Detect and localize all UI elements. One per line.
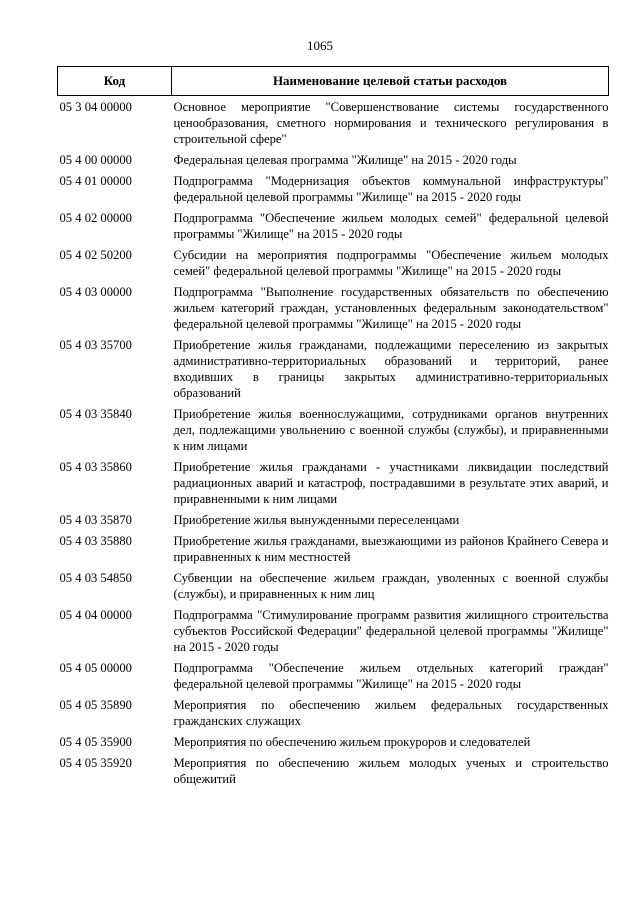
row-code: 05 4 04 00000: [59, 608, 132, 622]
row-name: Подпрограмма "Обеспечение жильем отдельных категорий граждан" федеральной целевой программы "Жилище" на 2015 - 2020 годы: [173, 661, 609, 691]
table-row: [58, 732, 609, 753]
row-code: 05 3 04 00000: [59, 100, 132, 114]
table-row: [58, 282, 609, 335]
header-name: Наименование целевой статьи расходов: [172, 67, 609, 96]
row-code: 05 4 05 35890: [59, 698, 132, 712]
row-name: Приобретение жилья военнослужащими, сотрудниками органов внутренних дел, подлежащими увольнению с военной службы (службы), и приравненными к ним лицами: [173, 407, 609, 453]
table-row: [58, 208, 609, 245]
table-row: [58, 335, 609, 404]
row-name: Подпрограмма "Стимулирование программ развития жилищного строительства субъектов Российской Федерации" федеральной целевой программы "Жилище" на 2015 - 2020 годы: [173, 608, 609, 654]
table-row: [58, 171, 609, 208]
row-code: 05 4 03 35870: [59, 513, 132, 527]
row-name: Субвенции на обеспечение жильем граждан, уволенных с военной службы (службы), и приравненных к ним лиц: [173, 571, 609, 601]
row-name: Субсидии на мероприятия подпрограммы "Обеспечение жильем молодых семей" федеральной целевой программы "Жилище" на 2015 - 2020 годы: [173, 248, 609, 278]
row-name: Подпрограмма "Модернизация объектов коммунальной инфраструктуры" федеральной целевой программы "Жилище" на 2015 - 2020 годы: [173, 174, 609, 204]
table-row: [58, 404, 609, 457]
row-code: 05 4 02 50200: [59, 248, 132, 262]
table-row: [58, 96, 609, 151]
row-name: Приобретение жилья гражданами - участниками ликвидации последствий радиационных аварий и катастроф, пострадавшими в результате этих аварий, и приравненными к ним лицами: [173, 460, 609, 506]
row-name: Подпрограмма "Выполнение государственных обязательств по обеспечению жильем категорий граждан, установленных федеральным законодательством" федеральной целевой программы "Жилище" на 2015 - 2020 годы: [173, 285, 609, 331]
row-code: 05 4 05 35900: [59, 735, 132, 749]
table-row: [58, 568, 609, 605]
row-name: Основное мероприятие "Совершенствование системы государственного ценообразования, сметного нормирования и технического регулирования в строительной сфере": [173, 100, 609, 146]
table-row: [58, 605, 609, 658]
budget-table-container: [57, 66, 608, 790]
row-name: Федеральная целевая программа "Жилище" на 2015 - 2020 годы: [173, 153, 517, 167]
row-name: Мероприятия по обеспечению жильем прокуроров и следователей: [173, 735, 531, 749]
table-header-row: [58, 67, 609, 96]
row-code: 05 4 03 54850: [59, 571, 132, 585]
row-code: 05 4 03 00000: [59, 285, 132, 299]
row-code: 05 4 03 35880: [59, 534, 132, 548]
row-name: Приобретение жилья гражданами, выезжающими из районов Крайнего Севера и приравненных к ним местностей: [173, 534, 609, 564]
row-name: Мероприятия по обеспечению жильем молодых ученых и строительство общежитий: [173, 756, 609, 786]
page-number: 1065: [307, 38, 333, 53]
table-row: [58, 245, 609, 282]
row-code: 05 4 02 00000: [59, 211, 132, 225]
row-name: Мероприятия по обеспечению жильем федеральных государственных гражданских служащих: [173, 698, 609, 728]
table-row: [58, 150, 609, 171]
table-body: [58, 96, 609, 791]
row-code: 05 4 00 00000: [59, 153, 132, 167]
table-row: [58, 753, 609, 790]
row-name: Приобретение жилья гражданами, подлежащими переселению из закрытых административно-территориальных образований и территорий, ранее входивших в границы закрытых административно-территориальных образований: [173, 338, 609, 400]
row-code: 05 4 01 00000: [59, 174, 132, 188]
row-code: 05 4 05 35920: [59, 756, 132, 770]
header-code: Код: [58, 67, 172, 96]
row-code: 05 4 03 35840: [59, 407, 132, 421]
row-name: Приобретение жилья вынужденными переселенцами: [173, 513, 460, 527]
budget-classification-table: [57, 66, 609, 790]
table-row: [58, 695, 609, 732]
table-row: [58, 531, 609, 568]
row-code: 05 4 03 35700: [59, 338, 132, 352]
row-name: Подпрограмма "Обеспечение жильем молодых семей" федеральной целевой программы "Жилище" на 2015 - 2020 годы: [173, 211, 609, 241]
table-row: [58, 658, 609, 695]
table-row: [58, 457, 609, 510]
row-code: 05 4 05 00000: [59, 661, 132, 675]
row-code: 05 4 03 35860: [59, 460, 132, 474]
table-row: [58, 510, 609, 531]
